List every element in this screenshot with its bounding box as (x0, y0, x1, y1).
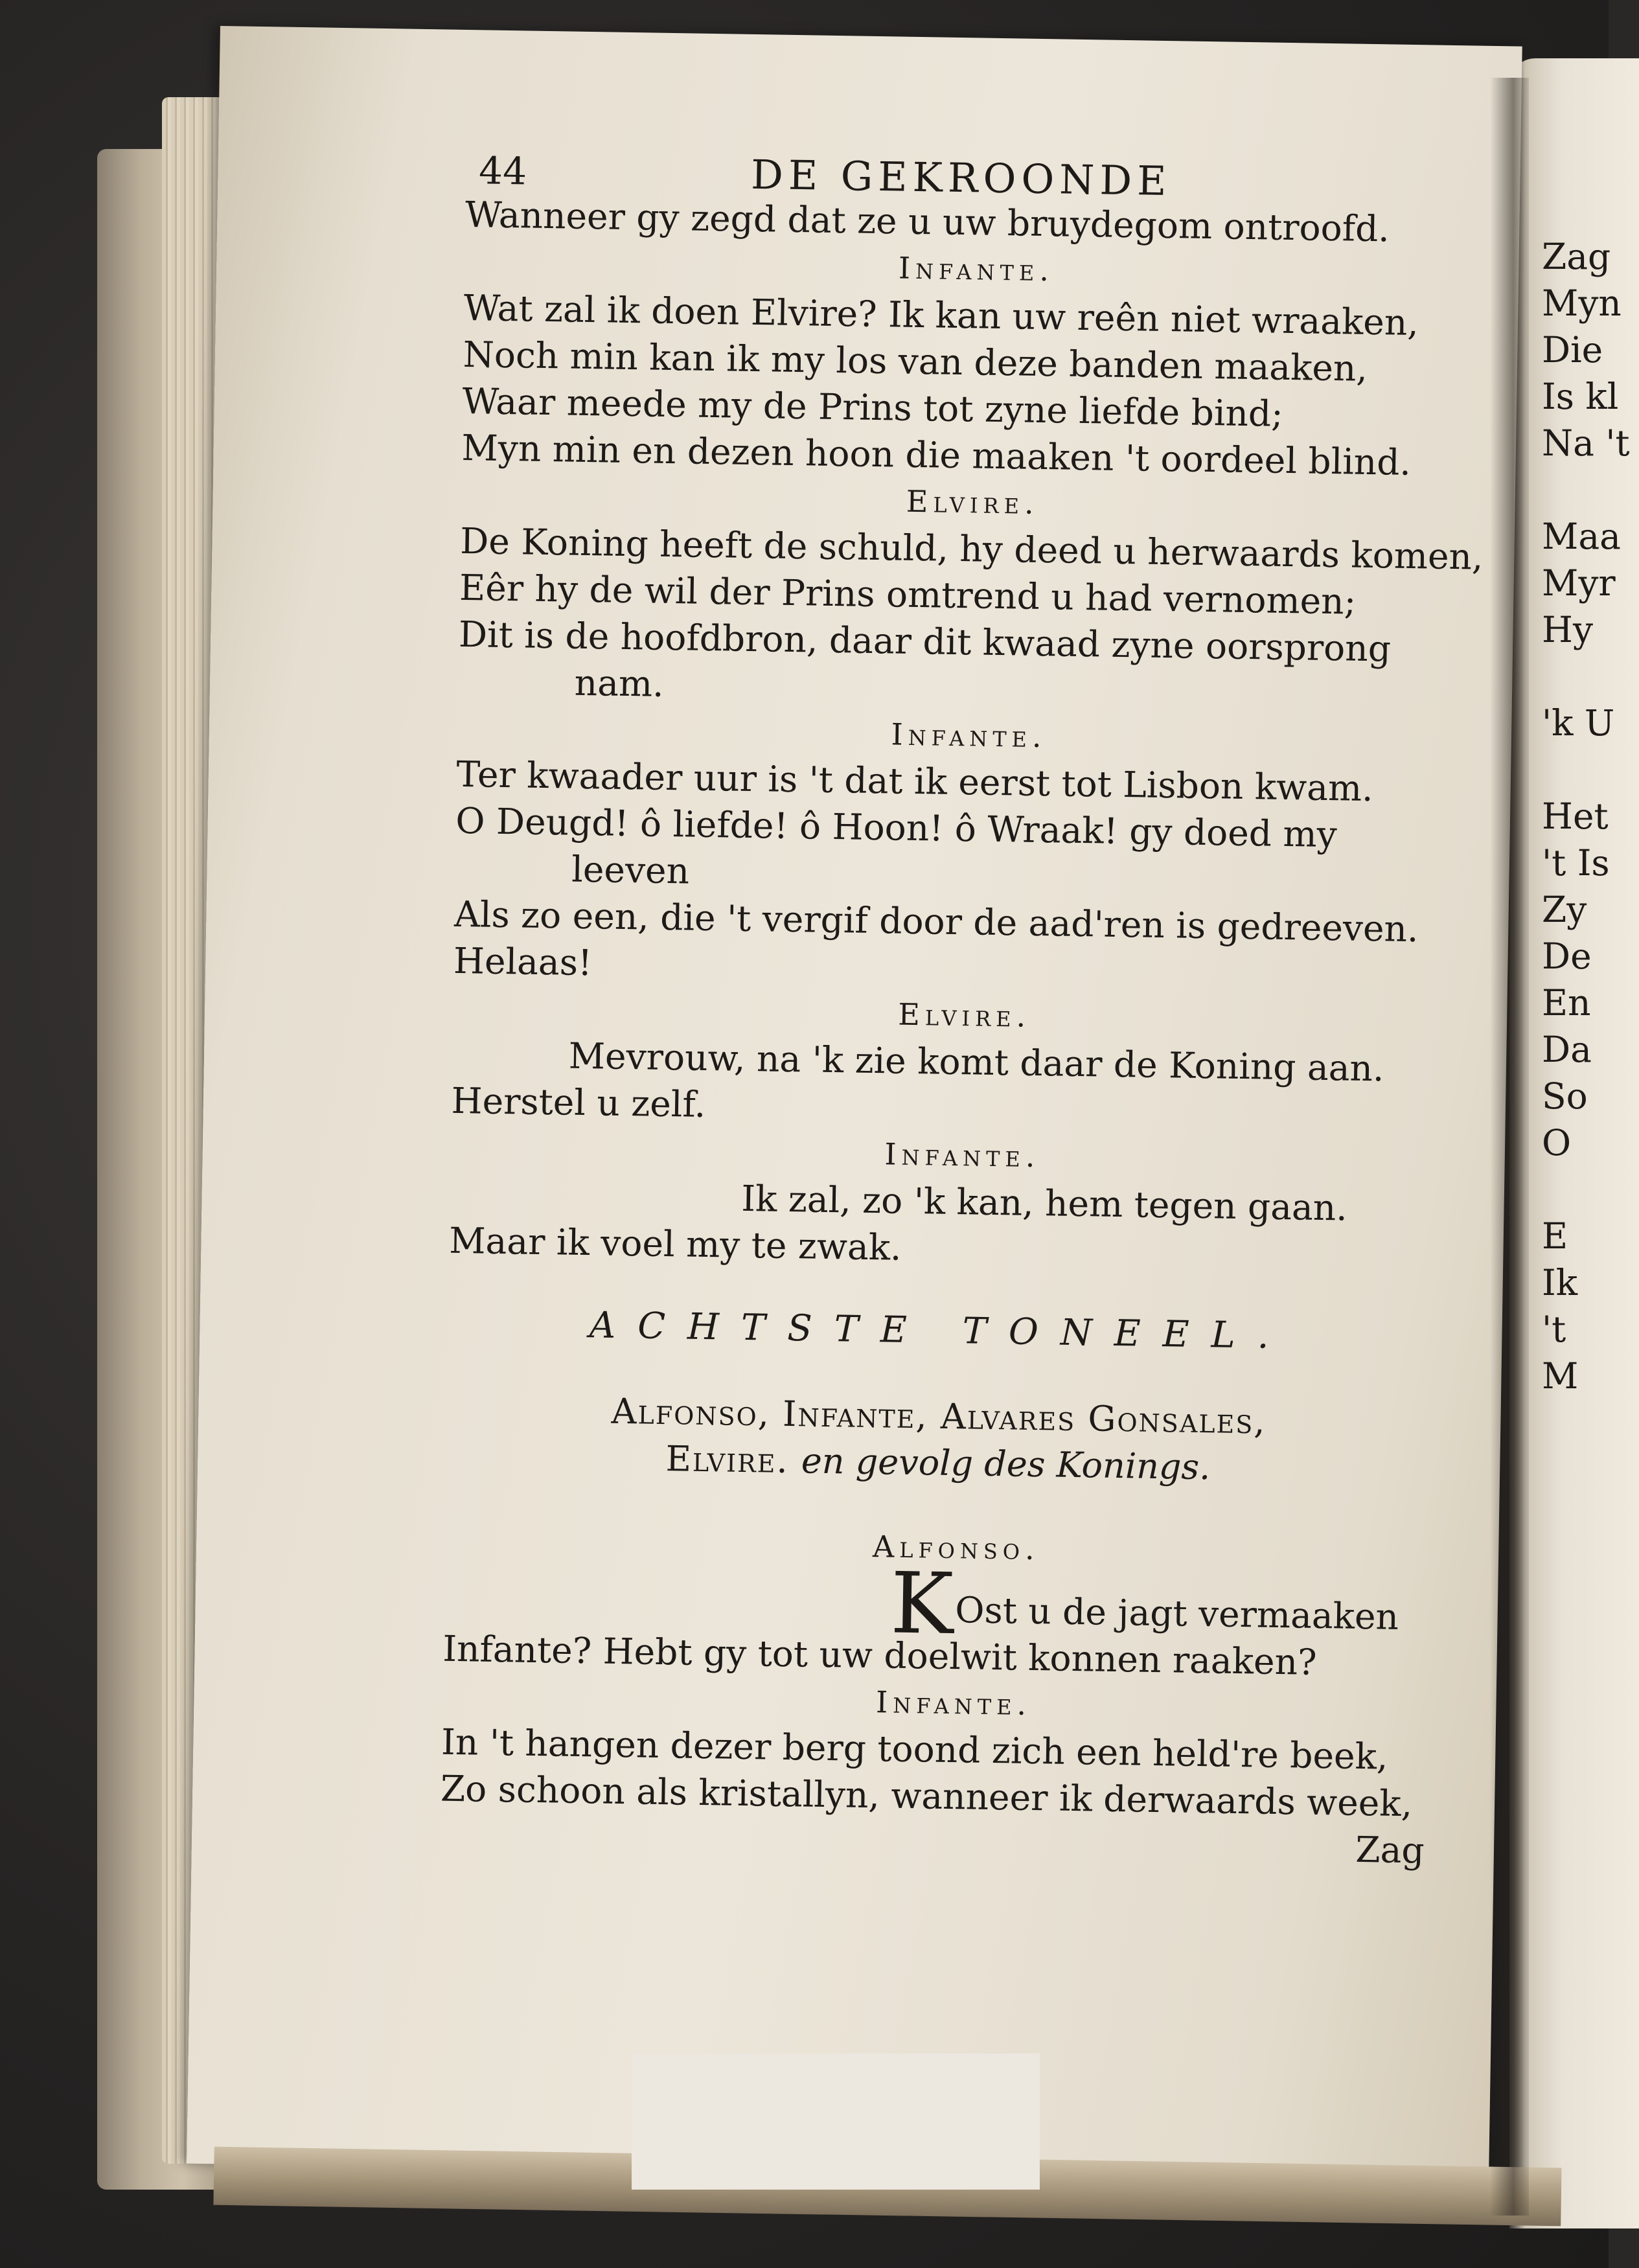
speaker-name: Infante. (898, 250, 1055, 288)
right-page-fragment: Maa (1542, 516, 1621, 557)
cast-names: Elvire. (665, 1438, 790, 1482)
verse-line: Herstel u zelf. (451, 1079, 706, 1125)
right-page-fragment: Da (1542, 1029, 1592, 1070)
right-page-fragment: De (1542, 935, 1592, 977)
page-text (439, 139, 1484, 1874)
book-gutter (1490, 78, 1529, 2216)
verse-line: O Deugd! ô liefde! ô Hoon! ô Wraak! gy doed my (455, 799, 1338, 856)
library-label (632, 2054, 1040, 2190)
right-page-fragment: 't (1542, 1309, 1566, 1350)
right-page-fragment: So (1542, 1075, 1588, 1117)
verse-line: Mevrouw, na 'k zie komt daar de Koning aan. (568, 1035, 1384, 1090)
verse-line: Dit is de hoofdbron, daar dit kwaad zyne oorsprong (458, 613, 1392, 670)
right-page-fragment: Hy (1542, 609, 1594, 650)
blank-line (1542, 746, 1613, 793)
cast-retinue: en gevolg des Konings. (801, 1440, 1211, 1488)
speaker-name: Infante. (884, 1136, 1040, 1174)
verse-line: Als zo een, die 't vergif door de aad'ren is gedreeven. (453, 893, 1419, 950)
dialogue-blocks (448, 191, 1484, 1279)
catchword: Zag (1355, 1828, 1425, 1872)
verse-line: Eêr hy de wil der Prins omtrend u had vernomen; (459, 566, 1357, 623)
speaker-name: Elvire. (898, 996, 1031, 1034)
speaker-alfonso: Alfonso. (872, 1529, 1040, 1567)
page-number: 44 (478, 148, 527, 194)
right-page-fragment: Het (1542, 796, 1609, 837)
blank-line (1542, 653, 1613, 700)
scene-heading: ACHTSTE TONEEL. (589, 1304, 1292, 1358)
verse-line: leeven (571, 848, 690, 892)
right-page-fragment: Myr (1542, 562, 1616, 604)
verse-line: Noch min kan ik my los van deze banden maaken, (463, 333, 1368, 389)
speaker-name: Infante. (891, 716, 1048, 755)
verse-line: Maar ik voel my te zwak. (448, 1219, 902, 1268)
verse-line: Ost u de jagt vermaaken (954, 1589, 1399, 1638)
verse-line: De Koning heeft de schuld, hy deed u herwaards komen, (459, 520, 1484, 578)
speaker-name: Elvire. (906, 483, 1040, 521)
running-title: DE GEKROONDE (750, 150, 1173, 205)
verse-line: Ik zal, zo 'k kan, hem tegen gaan. (740, 1177, 1348, 1229)
verse-line: Waar meede my de Prins tot zyne liefde bind; (462, 380, 1284, 435)
verse-line: Wanneer gy zegd dat ze u uw bruydegom ontroofd. (464, 193, 1390, 250)
blank-line (1542, 1166, 1613, 1213)
right-page-fragment: Zy (1542, 889, 1587, 930)
right-page-fragment: E (1542, 1215, 1568, 1257)
right-page-fragment: Ik (1542, 1262, 1578, 1303)
verse-line: Wat zal ik doen Elvire? Ik kan uw reên niet wraaken, (463, 286, 1419, 344)
right-page-fragment: O (1542, 1122, 1572, 1163)
verse-line: Zo schoon als kristallyn, wanneer ik derwaards week, (440, 1767, 1413, 1825)
cast-list-line-1: Alfonso, Infante, Alvares Gonsales, (611, 1390, 1267, 1442)
verse-line: Myn min en dezen hoon die maaken 't oordeel blind. (461, 426, 1412, 483)
right-page-fragment: Zag (1542, 236, 1611, 277)
right-page-fragment: En (1542, 982, 1591, 1024)
right-page-fragment: 'k U (1542, 702, 1615, 744)
verse-line: nam. (574, 661, 665, 705)
verse-line: Helaas! (453, 939, 593, 984)
verse-line: Infante? Hebt gy tot uw doelwit konnen raaken? (442, 1627, 1318, 1683)
right-page-fragment: Myn (1542, 282, 1622, 324)
right-page-fragment: Na 't (1542, 422, 1630, 464)
speaker-infante: Infante. (875, 1684, 1032, 1722)
drop-capital: K (889, 1553, 954, 1654)
verse-line: Ter kwaader uur is 't dat ik eerst tot Lisbon kwam. (456, 753, 1374, 810)
right-page-fragment: Is kl (1542, 376, 1619, 417)
blank-line (1542, 466, 1613, 513)
right-page-fragment: Die (1542, 329, 1603, 371)
right-page-fragment: M (1542, 1355, 1579, 1397)
right-page-text (1542, 233, 1630, 1658)
verse-line: In 't hangen dezer berg toond zich een held're beek, (441, 1721, 1388, 1778)
right-page-fragment: 't Is (1542, 842, 1610, 884)
